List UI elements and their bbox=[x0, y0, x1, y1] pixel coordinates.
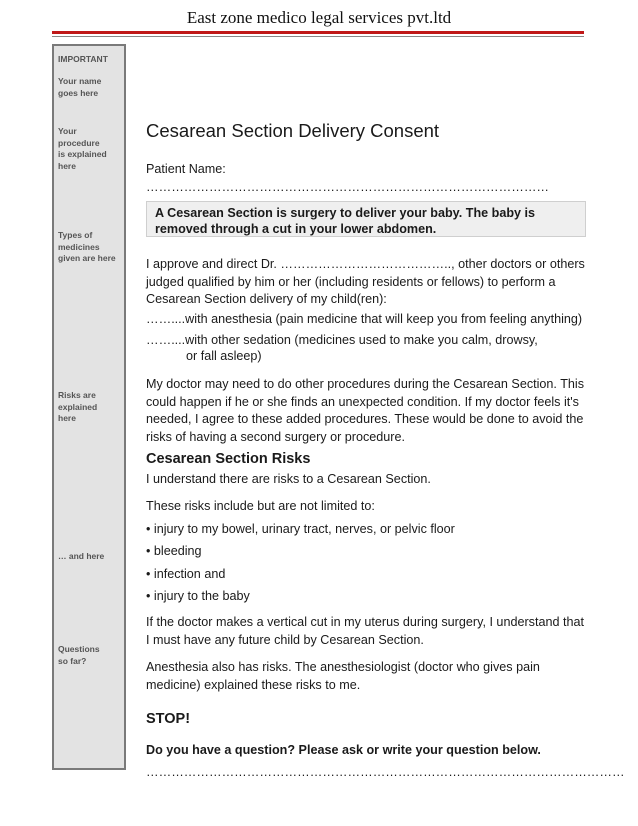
risk-item: • injury to my bowel, urinary tract, nerves, or pelvic floor bbox=[146, 522, 455, 536]
header-gray-rule bbox=[52, 36, 584, 37]
sidebar-note-medicines: Types of medicines given are here bbox=[58, 230, 116, 263]
sidebar-note-risks: Risks are explained here bbox=[58, 390, 98, 423]
stop-heading: STOP! bbox=[146, 711, 191, 727]
sidebar-note-questions: Questions so far? bbox=[58, 644, 100, 666]
anesthesia-risks-paragraph: Anesthesia also has risks. The anesthesiologist (doctor who gives pain medicine) explained these risks to me. bbox=[146, 660, 540, 692]
option-sedation-continued: or fall asleep) bbox=[186, 349, 262, 363]
vertical-cut-paragraph: If the doctor makes a vertical cut in my uterus during surgery, I understand that I must have any future child by Cesarean Section. bbox=[146, 615, 584, 647]
risks-intro: I understand there are risks to a Cesarean Section. bbox=[146, 472, 431, 486]
question-prompt: Do you have a question? Please ask or write your question below. bbox=[146, 743, 541, 757]
option-sedation[interactable]: ……....with other sedation (medicines used to make you calm, drowsy, bbox=[146, 333, 538, 347]
risk-item: • bleeding bbox=[146, 544, 202, 558]
sidebar-note-more-risks: … and here bbox=[58, 551, 105, 561]
document-header: East zone medico legal services pvt.ltd bbox=[186, 8, 452, 27]
sidebar-note-procedure: Your procedure is explained here bbox=[58, 126, 107, 171]
risks-include: These risks include but are not limited to: bbox=[146, 499, 375, 513]
patient-name-field[interactable]: Patient Name: …………………………………………………………………………………… bbox=[146, 162, 549, 194]
header-red-rule bbox=[52, 31, 584, 34]
sidebar-guide bbox=[52, 44, 126, 770]
sidebar-note-name: Your name goes here bbox=[58, 76, 102, 98]
procedure-callout: A Cesarean Section is surgery to deliver your baby. The baby is removed through a cut in your lower abdomen. bbox=[146, 201, 586, 237]
other-procedures-paragraph: My doctor may need to do other procedures during the Cesarean Section. This could happen if he or she finds an unexpected condition. If my doctor feels it's needed, I agree to these added procedures. These would be done to avoid the risks of having a second surgery or procedure. bbox=[146, 377, 584, 444]
approve-paragraph: I approve and direct Dr. ………………………………….., other doctors or others judged qualified by him or her (including residents or fellows) to perform a Cesarean Section delivery of my child(ren): bbox=[146, 257, 585, 306]
option-anesthesia[interactable]: ……....with anesthesia (pain medicine that will keep you from feeling anything) bbox=[146, 312, 583, 326]
document-title: Cesarean Section Delivery Consent bbox=[146, 120, 440, 141]
sidebar-note-important: IMPORTANT bbox=[58, 54, 108, 64]
risk-item: • infection and bbox=[146, 567, 226, 581]
risks-heading: Cesarean Section Risks bbox=[146, 451, 311, 467]
risk-item: • injury to the baby bbox=[146, 589, 250, 603]
question-answer-line[interactable]: …………………………………………………………………………………………………… bbox=[146, 765, 625, 779]
